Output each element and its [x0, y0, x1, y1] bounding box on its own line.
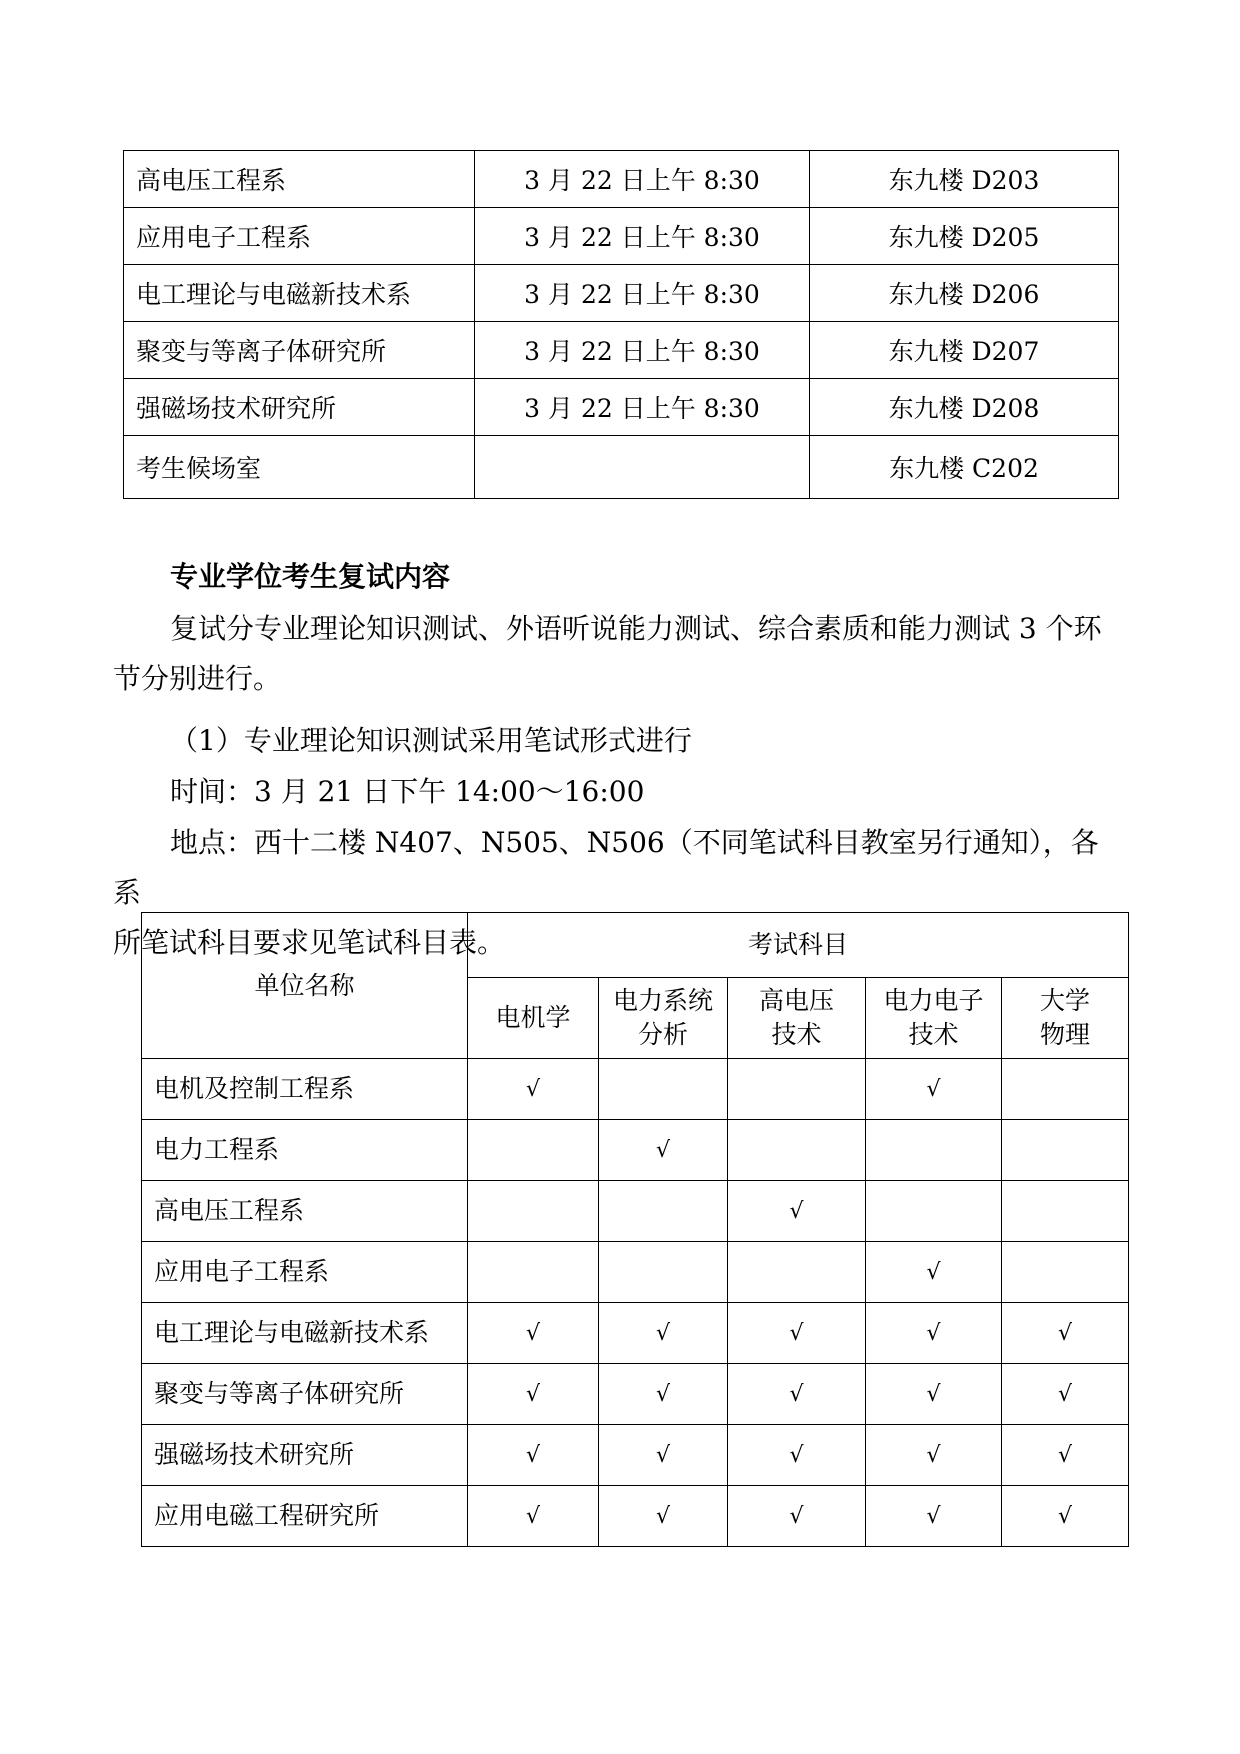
- check-cell: [1002, 1486, 1129, 1547]
- time-cell: 3 月 22 日上午 8:30: [475, 265, 810, 322]
- table-row: [142, 1242, 1129, 1303]
- check-cell: [728, 1120, 866, 1181]
- place-line-1: 地点：西十二楼 N407、N505、N506（不同笔试科目教室另行通知），各系: [113, 826, 1099, 909]
- check-cell: [468, 1059, 599, 1120]
- check-mark: √: [926, 1443, 941, 1468]
- check-cell: [468, 1181, 599, 1242]
- unit-cell: 高电压工程系: [124, 151, 475, 208]
- check-mark: √: [926, 1321, 941, 1346]
- check-cell: [468, 1242, 599, 1303]
- exam-schedule-table: [123, 150, 1119, 499]
- check-cell: [468, 1303, 599, 1364]
- intro-line-2: 节分别进行。: [113, 662, 282, 695]
- check-mark: √: [655, 1321, 671, 1346]
- check-mark: √: [1057, 1504, 1073, 1529]
- check-cell: [1002, 1120, 1129, 1181]
- check-mark: √: [789, 1321, 804, 1346]
- unit-cell: 考生候场室: [124, 436, 475, 499]
- check-cell: [599, 1364, 728, 1425]
- check-cell: [866, 1486, 1002, 1547]
- subject-header: 电机学: [468, 978, 599, 1059]
- check-cell: [599, 1242, 728, 1303]
- table-row: [142, 1364, 1129, 1425]
- table-row: [124, 151, 1119, 208]
- check-cell: [728, 1181, 866, 1242]
- subject-header: 大学 物理: [1002, 978, 1129, 1059]
- check-cell: [468, 1120, 599, 1181]
- table-row: [142, 1059, 1129, 1120]
- check-mark: √: [655, 1138, 671, 1163]
- table-row: [142, 1425, 1129, 1486]
- check-cell: [866, 1364, 1002, 1425]
- unit-cell: 应用电磁工程研究所: [142, 1486, 468, 1547]
- unit-cell: 应用电子工程系: [142, 1242, 468, 1303]
- time-cell: 3 月 22 日上午 8:30: [475, 322, 810, 379]
- check-cell: [1002, 1364, 1129, 1425]
- check-mark: √: [789, 1382, 804, 1407]
- check-cell: [599, 1120, 728, 1181]
- place-line-2: 所笔试科目要求见笔试科目表。: [113, 926, 506, 959]
- table-row: [124, 436, 1119, 499]
- check-mark: √: [655, 1504, 671, 1529]
- unit-cell: 聚变与等离子体研究所: [124, 322, 475, 379]
- check-mark: √: [525, 1321, 541, 1346]
- check-cell: [1002, 1425, 1129, 1486]
- check-mark: √: [655, 1382, 671, 1407]
- unit-name-header: 单位名称: [142, 913, 468, 1059]
- check-cell: [599, 1059, 728, 1120]
- table-row: [124, 265, 1119, 322]
- check-cell: [728, 1425, 866, 1486]
- check-cell: [866, 1120, 1002, 1181]
- check-cell: [599, 1486, 728, 1547]
- place-cell: 东九楼 D207: [810, 322, 1119, 379]
- table-header-row: [142, 913, 1129, 978]
- check-mark: √: [926, 1382, 941, 1407]
- check-mark: √: [789, 1443, 804, 1468]
- table-row: [142, 1486, 1129, 1547]
- subject-header: 电力系统 分析: [599, 978, 728, 1059]
- check-mark: √: [1057, 1443, 1073, 1468]
- table-row: [142, 1303, 1129, 1364]
- unit-cell: 电力工程系: [142, 1120, 468, 1181]
- check-cell: [599, 1181, 728, 1242]
- check-cell: [866, 1425, 1002, 1486]
- place-cell: 东九楼 D205: [810, 208, 1119, 265]
- check-cell: [728, 1364, 866, 1425]
- check-cell: [866, 1303, 1002, 1364]
- check-mark: √: [525, 1077, 541, 1102]
- place-cell: 东九楼 D206: [810, 265, 1119, 322]
- check-cell: [728, 1303, 866, 1364]
- written-exam-subjects-table: [141, 912, 1129, 1547]
- unit-cell: 聚变与等离子体研究所: [142, 1364, 468, 1425]
- exam-time-text: 时间：3 月 21 日下午 14:00～16:00: [170, 775, 645, 808]
- place-cell: 东九楼 D208: [810, 379, 1119, 436]
- check-cell: [599, 1303, 728, 1364]
- check-cell: [866, 1181, 1002, 1242]
- unit-cell: 电工理论与电磁新技术系: [142, 1303, 468, 1364]
- time-cell: 3 月 22 日上午 8:30: [475, 208, 810, 265]
- check-cell: [728, 1059, 866, 1120]
- time-cell: [475, 436, 810, 499]
- check-cell: [468, 1486, 599, 1547]
- section-heading: 专业学位考生复试内容: [170, 560, 451, 593]
- check-mark: √: [1057, 1321, 1073, 1346]
- intro-line-1: 复试分专业理论知识测试、外语听说能力测试、综合素质和能力测试 3 个环: [170, 612, 1102, 645]
- check-mark: √: [926, 1260, 941, 1285]
- check-cell: [728, 1242, 866, 1303]
- check-cell: [1002, 1242, 1129, 1303]
- check-cell: [1002, 1181, 1129, 1242]
- subject-header: 高电压 技术: [728, 978, 866, 1059]
- subject-header: 电力电子 技术: [866, 978, 1002, 1059]
- check-mark: √: [926, 1077, 941, 1102]
- check-cell: [866, 1059, 1002, 1120]
- unit-cell: 强磁场技术研究所: [142, 1425, 468, 1486]
- table-row: [124, 208, 1119, 265]
- check-mark: √: [789, 1504, 804, 1529]
- table-row: [124, 322, 1119, 379]
- check-cell: [1002, 1059, 1129, 1120]
- exam-subjects-header: 考试科目: [468, 913, 1129, 978]
- check-mark: √: [525, 1504, 541, 1529]
- check-mark: √: [1057, 1382, 1073, 1407]
- unit-cell: 高电压工程系: [142, 1181, 468, 1242]
- time-cell: 3 月 22 日上午 8:30: [475, 151, 810, 208]
- check-cell: [866, 1242, 1002, 1303]
- check-mark: √: [525, 1443, 541, 1468]
- check-cell: [728, 1486, 866, 1547]
- check-cell: [468, 1364, 599, 1425]
- check-mark: √: [789, 1199, 804, 1224]
- check-mark: √: [926, 1504, 941, 1529]
- check-cell: [599, 1425, 728, 1486]
- place-cell: 东九楼 C202: [810, 436, 1119, 499]
- check-cell: [1002, 1303, 1129, 1364]
- table-row: [142, 1181, 1129, 1242]
- check-mark: √: [525, 1382, 541, 1407]
- place-cell: 东九楼 D203: [810, 151, 1119, 208]
- time-cell: 3 月 22 日上午 8:30: [475, 379, 810, 436]
- unit-cell: 电工理论与电磁新技术系: [124, 265, 475, 322]
- table-row: [142, 1120, 1129, 1181]
- unit-cell: 应用电子工程系: [124, 208, 475, 265]
- check-cell: [468, 1425, 599, 1486]
- unit-cell: 强磁场技术研究所: [124, 379, 475, 436]
- check-mark: √: [655, 1443, 671, 1468]
- item-1-text: （1）专业理论知识测试采用笔试形式进行: [170, 724, 692, 757]
- intro-paragraph: [113, 604, 1125, 704]
- table-row: [124, 379, 1119, 436]
- unit-cell: 电机及控制工程系: [142, 1059, 468, 1120]
